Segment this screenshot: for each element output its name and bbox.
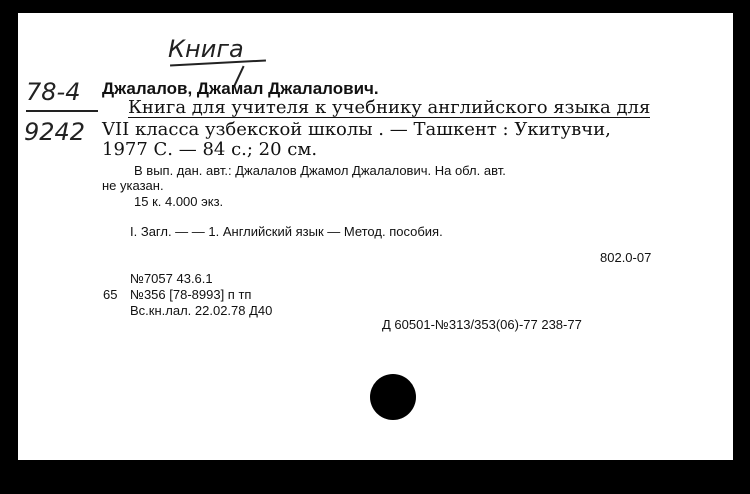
acquisition-line-2: №356 [78-8993] п тп (130, 287, 252, 302)
publication-line: 1977 С. — 84 с.; 20 см. (102, 139, 318, 160)
class-number: 802.0-07 (600, 250, 652, 265)
acquisition-line-3: Вс.кн.лал. 22.02.78 Д40 (130, 303, 273, 318)
catalog-card (18, 13, 733, 460)
title-line-2: VII класса узбекской школы . — Ташкент : Укитувчи, (102, 119, 611, 140)
acquisition-line-2-prefix: 65 (103, 287, 118, 302)
card-punch-hole (370, 374, 416, 420)
shelfmark-bottom: 9242 (24, 118, 86, 146)
author-heading: Джалалов, Джамал Джалалович. (102, 79, 379, 98)
subject-line: I. Загл. — — 1. Английский язык — Метод. пособия. (130, 224, 443, 239)
title-line-1: Книга для учителя к учебнику английского языка для (128, 97, 651, 118)
acquisition-line-1: №7057 43.6.1 (130, 271, 213, 286)
shelfmark-top: 78-4 (26, 78, 81, 106)
note-line-1: В вып. дан. авт.: Джалалов Джамол Джалалович. На обл. авт. (134, 163, 506, 178)
price-line: 15 к. 4.000 экз. (134, 194, 224, 209)
bottom-code: Д 60501-№313/353(06)-77 238-77 (382, 317, 582, 332)
handwritten-title: Книга (168, 35, 244, 63)
shelfmark-divider (26, 110, 98, 112)
note-line-2: не указан. (102, 178, 164, 193)
